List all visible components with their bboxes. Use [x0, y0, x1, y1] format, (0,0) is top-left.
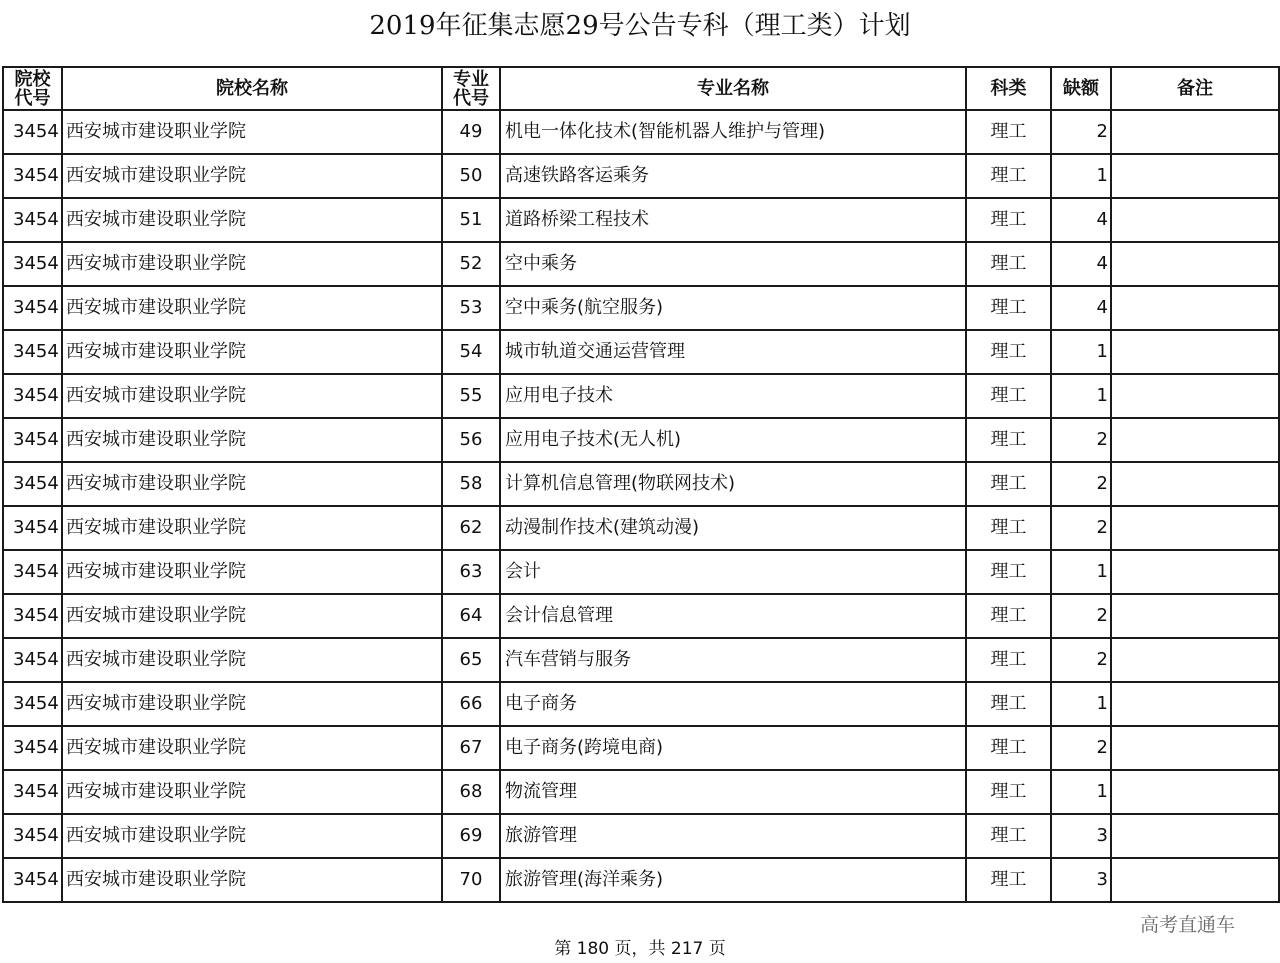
table-row — [3, 858, 1279, 902]
cell-quota: 3 — [1051, 814, 1111, 858]
table-row — [3, 242, 1279, 286]
cell-school-code: 3454 — [3, 330, 62, 374]
cell-school-code: 3454 — [3, 418, 62, 462]
cell-category: 理工 — [966, 726, 1051, 770]
cell-school-code: 3454 — [3, 726, 62, 770]
page-title: 2019年征集志愿29号公告专科（理工类）计划 — [369, 11, 911, 41]
cell-category: 理工 — [966, 418, 1051, 462]
cell-major-code: 66 — [442, 682, 500, 726]
cell-major-name: 会计信息管理 — [500, 594, 966, 638]
cell-quota: 2 — [1051, 726, 1111, 770]
cell-category: 理工 — [966, 374, 1051, 418]
cell-major-code: 67 — [442, 726, 500, 770]
cell-school-name: 西安城市建设职业学院 — [62, 286, 442, 330]
cell-category: 理工 — [966, 154, 1051, 198]
cell-major-name: 旅游管理 — [500, 814, 966, 858]
cell-note — [1111, 814, 1279, 858]
header-category: 科类 — [966, 67, 1051, 110]
cell-school-name: 西安城市建设职业学院 — [62, 110, 442, 154]
header-quota: 缺额 — [1051, 67, 1111, 110]
table-row — [3, 594, 1279, 638]
cell-quota: 1 — [1051, 682, 1111, 726]
cell-major-name: 应用电子技术(无人机) — [500, 418, 966, 462]
cell-quota: 2 — [1051, 506, 1111, 550]
cell-category: 理工 — [966, 286, 1051, 330]
cell-note — [1111, 726, 1279, 770]
cell-school-name: 西安城市建设职业学院 — [62, 462, 442, 506]
cell-quota: 1 — [1051, 330, 1111, 374]
table-row — [3, 418, 1279, 462]
cell-note — [1111, 110, 1279, 154]
cell-school-code: 3454 — [3, 198, 62, 242]
cell-major-name: 机电一体化技术(智能机器人维护与管理) — [500, 110, 966, 154]
cell-quota: 4 — [1051, 242, 1111, 286]
header-major-code — [442, 67, 500, 110]
cell-major-code: 52 — [442, 242, 500, 286]
cell-major-code: 62 — [442, 506, 500, 550]
cell-school-name: 西安城市建设职业学院 — [62, 726, 442, 770]
cell-school-name: 西安城市建设职业学院 — [62, 242, 442, 286]
cell-school-code: 3454 — [3, 770, 62, 814]
cell-school-name: 西安城市建设职业学院 — [62, 814, 442, 858]
cell-school-name: 西安城市建设职业学院 — [62, 682, 442, 726]
cell-major-name: 物流管理 — [500, 770, 966, 814]
cell-school-code: 3454 — [3, 374, 62, 418]
cell-quota: 2 — [1051, 638, 1111, 682]
cell-category: 理工 — [966, 330, 1051, 374]
cell-school-name: 西安城市建设职业学院 — [62, 594, 442, 638]
cell-major-name: 空中乘务 — [500, 242, 966, 286]
table-row — [3, 770, 1279, 814]
cell-major-code: 58 — [442, 462, 500, 506]
cell-category: 理工 — [966, 638, 1051, 682]
cell-school-code: 3454 — [3, 682, 62, 726]
table-row — [3, 682, 1279, 726]
cell-quota: 2 — [1051, 110, 1111, 154]
cell-note — [1111, 858, 1279, 902]
cell-category: 理工 — [966, 462, 1051, 506]
cell-school-name: 西安城市建设职业学院 — [62, 198, 442, 242]
cell-major-name: 城市轨道交通运营管理 — [500, 330, 966, 374]
cell-major-name: 旅游管理(海洋乘务) — [500, 858, 966, 902]
cell-category: 理工 — [966, 814, 1051, 858]
cell-quota: 1 — [1051, 550, 1111, 594]
header-major-name: 专业名称 — [500, 67, 966, 110]
cell-school-code: 3454 — [3, 286, 62, 330]
cell-school-code: 3454 — [3, 814, 62, 858]
cell-major-code: 53 — [442, 286, 500, 330]
cell-major-code: 54 — [442, 330, 500, 374]
table-row — [3, 154, 1279, 198]
cell-school-code: 3454 — [3, 506, 62, 550]
table-row — [3, 286, 1279, 330]
cell-major-code: 63 — [442, 550, 500, 594]
cell-school-code: 3454 — [3, 858, 62, 902]
cell-note — [1111, 154, 1279, 198]
cell-major-name: 汽车营销与服务 — [500, 638, 966, 682]
table-row — [3, 550, 1279, 594]
cell-school-name: 西安城市建设职业学院 — [62, 858, 442, 902]
table-row — [3, 506, 1279, 550]
cell-school-code: 3454 — [3, 154, 62, 198]
cell-school-code: 3454 — [3, 462, 62, 506]
cell-major-name: 应用电子技术 — [500, 374, 966, 418]
cell-quota: 3 — [1051, 858, 1111, 902]
cell-major-code: 70 — [442, 858, 500, 902]
cell-major-code: 51 — [442, 198, 500, 242]
cell-quota: 4 — [1051, 286, 1111, 330]
cell-school-name: 西安城市建设职业学院 — [62, 638, 442, 682]
cell-school-code: 3454 — [3, 550, 62, 594]
cell-note — [1111, 330, 1279, 374]
cell-school-code: 3454 — [3, 242, 62, 286]
cell-school-name: 西安城市建设职业学院 — [62, 506, 442, 550]
cell-school-name: 西安城市建设职业学院 — [62, 550, 442, 594]
cell-major-name: 会计 — [500, 550, 966, 594]
table-row — [3, 638, 1279, 682]
cell-note — [1111, 638, 1279, 682]
cell-note — [1111, 770, 1279, 814]
cell-quota: 2 — [1051, 594, 1111, 638]
cell-note — [1111, 594, 1279, 638]
header-school-name: 院校名称 — [62, 67, 442, 110]
cell-quota: 1 — [1051, 374, 1111, 418]
table-header — [3, 67, 1279, 110]
cell-category: 理工 — [966, 770, 1051, 814]
table-row — [3, 110, 1279, 154]
header-row — [3, 67, 1279, 110]
header-school-code — [3, 67, 62, 110]
cell-major-name: 动漫制作技术(建筑动漫) — [500, 506, 966, 550]
cell-quota: 2 — [1051, 462, 1111, 506]
cell-note — [1111, 462, 1279, 506]
table-row — [3, 198, 1279, 242]
cell-major-code: 50 — [442, 154, 500, 198]
page-footer: 第 180 页，共 217 页 — [554, 939, 726, 959]
cell-major-code: 56 — [442, 418, 500, 462]
cell-note — [1111, 682, 1279, 726]
cell-note — [1111, 242, 1279, 286]
watermark: 高考直通车 — [1140, 914, 1236, 936]
cell-major-code: 65 — [442, 638, 500, 682]
table-row — [3, 330, 1279, 374]
plan-table — [2, 66, 1280, 903]
cell-quota: 4 — [1051, 198, 1111, 242]
cell-major-name: 计算机信息管理(物联网技术) — [500, 462, 966, 506]
cell-school-name: 西安城市建设职业学院 — [62, 374, 442, 418]
cell-category: 理工 — [966, 594, 1051, 638]
cell-major-code: 55 — [442, 374, 500, 418]
cell-category: 理工 — [966, 506, 1051, 550]
header-major-code-label: 专业代号 — [453, 68, 489, 109]
cell-major-name: 高速铁路客运乘务 — [500, 154, 966, 198]
cell-school-name: 西安城市建设职业学院 — [62, 418, 442, 462]
header-school-code-label: 院校代号 — [14, 68, 51, 109]
cell-quota: 2 — [1051, 418, 1111, 462]
cell-note — [1111, 374, 1279, 418]
cell-category: 理工 — [966, 242, 1051, 286]
cell-school-name: 西安城市建设职业学院 — [62, 154, 442, 198]
cell-school-name: 西安城市建设职业学院 — [62, 770, 442, 814]
table-row — [3, 726, 1279, 770]
cell-category: 理工 — [966, 110, 1051, 154]
cell-note — [1111, 550, 1279, 594]
cell-category: 理工 — [966, 682, 1051, 726]
cell-category: 理工 — [966, 858, 1051, 902]
table-row — [3, 814, 1279, 858]
cell-school-code: 3454 — [3, 594, 62, 638]
cell-quota: 1 — [1051, 770, 1111, 814]
cell-major-code: 49 — [442, 110, 500, 154]
cell-note — [1111, 418, 1279, 462]
cell-major-name: 电子商务 — [500, 682, 966, 726]
cell-major-name: 空中乘务(航空服务) — [500, 286, 966, 330]
table-row — [3, 462, 1279, 506]
cell-major-name: 电子商务(跨境电商) — [500, 726, 966, 770]
cell-major-code: 69 — [442, 814, 500, 858]
cell-school-code: 3454 — [3, 638, 62, 682]
header-note: 备注 — [1111, 67, 1279, 110]
cell-major-code: 64 — [442, 594, 500, 638]
cell-major-name: 道路桥梁工程技术 — [500, 198, 966, 242]
cell-note — [1111, 198, 1279, 242]
cell-school-name: 西安城市建设职业学院 — [62, 330, 442, 374]
cell-major-code: 68 — [442, 770, 500, 814]
table-row — [3, 374, 1279, 418]
table-body — [3, 110, 1279, 902]
cell-note — [1111, 506, 1279, 550]
cell-category: 理工 — [966, 198, 1051, 242]
cell-note — [1111, 286, 1279, 330]
cell-category: 理工 — [966, 550, 1051, 594]
cell-school-code: 3454 — [3, 110, 62, 154]
cell-quota: 1 — [1051, 154, 1111, 198]
